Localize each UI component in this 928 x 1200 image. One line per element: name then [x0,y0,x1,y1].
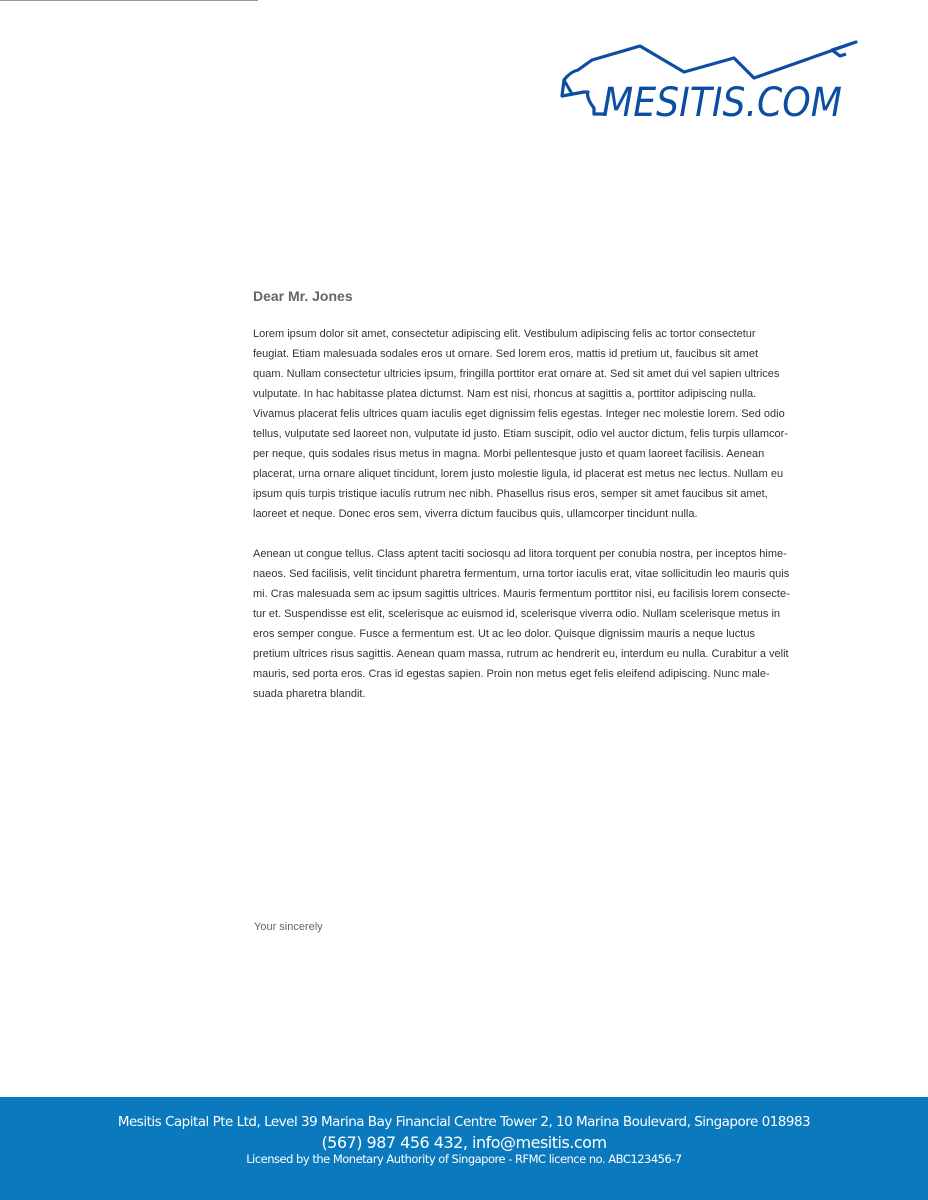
text-line: placerat, urna ornare aliquet tincidunt, lorem justo molestie ligula, id placerat est metus nec lectus. Nullam eu [253,468,784,480]
text-line: feugiat. Etiam malesuada sodales eros ut ornare. Sed lorem eros, mattis id pretium ut, faucibus sit amet [253,348,759,360]
text-line: suada pharetra blandit. [253,688,366,700]
mesitis-logo [556,36,868,124]
footer-contact: (567) 987 456 432, info@mesitis.com [321,1133,607,1152]
text-line: mi. Cras malesuada sem ac ipsum sagittis ultrices. Mauris fermentum porttitor nisi, eu facilisis lorem consecte- [253,588,790,600]
text-line: Lorem ipsum dolor sit amet, consectetur adipiscing elit. Vestibulum adipiscing felis ac tortor consectetur [253,328,756,340]
top-divider [0,0,258,1]
letter-paragraph-2 [253,544,813,704]
text-line: tur et. Suspendisse est elit, scelerisque ac euismod id, scelerisque viverra odio. Nullam scelerisque metus in [253,608,781,620]
letter-closing: Your sincerely [254,921,323,933]
letter-paragraph-1 [253,324,813,524]
footer-address: Mesitis Capital Pte Ltd, Level 39 Marina Bay Financial Centre Tower 2, 10 Marina Boulevard, Singapore 018983 [117,1114,811,1130]
text-line: tellus, vulputate sed laoreet non, vulputate id justo. Etiam suscipit, odio vel auctor dictum, felis turpis ullamcor- [253,428,788,440]
text-line: Vivamus placerat felis ultrices quam iaculis eget dignissim felis egestas. Integer nec molestie lorem. Sed odio [253,408,785,420]
footer [0,1097,928,1200]
text-line: laoreet et neque. Donec eros sem, viverra dictum faucibus quis, ullamcorper tincidunt nulla. [253,508,698,520]
text-line: pretium ultrices risus sagittis. Aenean quam massa, rutrum ac hendrerit eu, interdum eu nulla. Curabitur a velit [253,648,789,660]
text-line: Aenean ut congue tellus. Class aptent taciti sociosqu ad litora torquent per conubia nostra, per inceptos hime- [253,548,787,560]
text-line: quam. Nullam consectetur ultricies ipsum, fringilla porttitor erat ornare at. Sed sit amet dui vel sapien ultrices [253,368,780,380]
logo-text: MESITIS.COM [602,80,842,124]
text-line: per neque, quis sodales risus metus in magna. Morbi pellentesque justo et quam laoreet facilisis. Aenean [253,448,765,460]
text-line: eros semper congue. Fusce a fermentum est. Ut ac leo dolor. Quisque dignissim mauris a neque luctus [253,628,755,640]
text-line: vulputate. In hac habitasse platea dictumst. Nam est nisi, rhoncus at sagittis a, porttitor adipiscing nulla. [253,388,757,400]
text-line: ipsum quis turpis tristique iaculis rutrum nec nibh. Phasellus risus eros, semper sit amet faucibus sit amet, [253,488,768,500]
footer-license: Licensed by the Monetary Authority of Singapore - RFMC licence no. ABC123456-7 [246,1152,682,1166]
letter-greeting: Dear Mr. Jones [253,288,353,304]
text-line: mauris, sed porta eros. Cras id egestas sapien. Proin non metus eget felis eleifend adipiscing. Nunc male- [253,668,770,680]
text-line: naeos. Sed facilisis, velit tincidunt pharetra fermentum, urna tortor iaculis erat, vitae sollicitudin leo mauris quis [253,568,790,580]
